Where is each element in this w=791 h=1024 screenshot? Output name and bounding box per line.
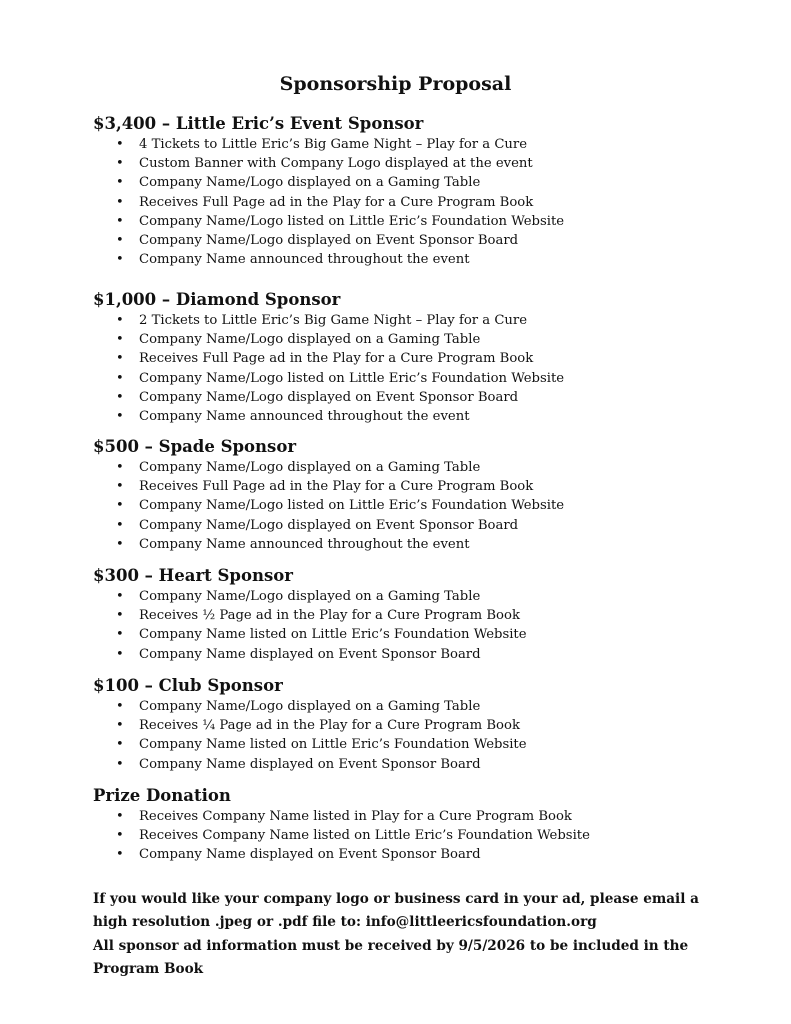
benefit-item	[93, 606, 733, 625]
benefit-text: Receives ½ Page ad in the Play for a Cure Program Book	[139, 608, 520, 624]
benefit-item	[93, 193, 733, 212]
benefit-text: Company Name/Logo displayed on Event Sponsor Board	[139, 232, 519, 248]
benefit-item	[93, 407, 733, 426]
benefit-item	[93, 807, 733, 826]
tier-heading: $3,400 – Little Eric’s Event Sponsor	[93, 114, 424, 133]
benefit-text: Receives Company Name listed in Play for a Cure Program Book	[139, 809, 572, 824]
benefit-list	[93, 807, 733, 865]
benefit-item	[93, 135, 733, 154]
benefit-text: Company Name/Logo listed on Little Eric’s Foundation Website	[139, 370, 565, 386]
bullet-icon: •	[116, 351, 124, 367]
bullet-icon: •	[116, 517, 124, 533]
bullet-icon: •	[116, 194, 124, 210]
tier-heading: $1,000 – Diamond Sponsor	[93, 290, 341, 309]
bullet-icon: •	[116, 756, 124, 772]
bullet-icon: •	[116, 847, 124, 863]
benefit-item	[93, 826, 733, 845]
benefit-item	[93, 697, 733, 716]
bullet-icon: •	[116, 498, 124, 514]
benefit-item	[93, 369, 733, 388]
document-title: Sponsorship Proposal	[279, 73, 512, 95]
bullet-icon: •	[116, 589, 124, 604]
benefit-text: Company Name announced throughout the event	[139, 252, 470, 268]
benefit-list	[93, 135, 733, 269]
bullet-icon: •	[116, 332, 124, 348]
benefit-text: Custom Banner with Company Logo displayed at the event	[139, 156, 533, 172]
benefit-text: Receives Full Page ad in the Play for a Cure Program Book	[139, 351, 534, 367]
benefit-item	[93, 516, 733, 535]
bullet-icon: •	[116, 627, 124, 643]
tier-heading: $300 – Heart Sponsor	[93, 566, 293, 585]
benefit-item	[93, 645, 733, 664]
benefit-item	[93, 755, 733, 774]
benefit-text: Company Name/Logo displayed on a Gaming Table	[139, 175, 481, 191]
benefit-item	[93, 231, 733, 250]
benefit-list	[93, 311, 733, 426]
bullet-icon: •	[116, 460, 124, 475]
benefit-text: Company Name listed on Little Eric’s Foundation Website	[139, 737, 527, 753]
benefit-item	[93, 154, 733, 173]
benefit-text: Company Name displayed on Event Sponsor Board	[139, 646, 481, 662]
bullet-icon: •	[116, 408, 124, 424]
benefit-item	[93, 625, 733, 644]
benefit-list	[93, 697, 733, 774]
benefit-text: Company Name/Logo displayed on a Gaming Table	[139, 332, 481, 348]
bullet-icon: •	[116, 137, 124, 152]
tier-diamond-sponsor	[93, 289, 733, 426]
bullet-icon: •	[116, 737, 124, 753]
benefit-text: Company Name displayed on Event Sponsor Board	[139, 756, 481, 772]
benefit-text: Company Name displayed on Event Sponsor Board	[139, 847, 481, 863]
benefit-item	[93, 212, 733, 231]
benefit-item	[93, 716, 733, 735]
bullet-icon: •	[116, 175, 124, 191]
bullet-icon: •	[116, 699, 124, 714]
benefit-text: Company Name announced throughout the event	[139, 536, 470, 552]
benefit-item	[93, 587, 733, 606]
bullet-icon: •	[116, 646, 124, 662]
benefit-item	[93, 496, 733, 515]
benefit-text: Company Name/Logo displayed on Event Sponsor Board	[139, 517, 519, 533]
benefit-item	[93, 311, 733, 330]
benefit-text: Receives ¼ Page ad in the Play for a Cure Program Book	[139, 718, 520, 734]
benefit-item	[93, 735, 733, 754]
tier-spade-sponsor	[93, 436, 733, 554]
bullet-icon: •	[116, 252, 124, 268]
benefit-text: 4 Tickets to Little Eric’s Big Game Night – Play for a Cure	[139, 137, 528, 152]
benefit-item	[93, 845, 733, 864]
bullet-icon: •	[116, 718, 124, 734]
tier-heading: $500 – Spade Sponsor	[93, 437, 297, 456]
tier-event-sponsor	[93, 113, 733, 269]
email-instructions: If you would like your company logo or business card in your ad, please email a high resolution .jpeg or .pdf file to: info@littleericsfoundation.org	[93, 891, 699, 931]
bullet-icon: •	[116, 213, 124, 229]
benefit-text: 2 Tickets to Little Eric’s Big Game Night – Play for a Cure	[139, 313, 528, 328]
benefit-item	[93, 388, 733, 407]
benefit-text: Company Name/Logo listed on Little Eric’s Foundation Website	[139, 498, 565, 514]
footer-note	[93, 888, 733, 981]
tier-heading: $100 – Club Sponsor	[93, 676, 283, 695]
bullet-icon: •	[116, 156, 124, 172]
benefit-text: Company Name/Logo displayed on a Gaming Table	[139, 699, 481, 714]
benefit-text: Company Name/Logo displayed on Event Sponsor Board	[139, 389, 519, 405]
benefit-item	[93, 250, 733, 269]
bullet-icon: •	[116, 608, 124, 624]
bullet-icon: •	[116, 828, 124, 844]
benefit-item	[93, 330, 733, 349]
benefit-item	[93, 477, 733, 496]
tier-heart-sponsor	[93, 565, 733, 664]
benefit-text: Receives Full Page ad in the Play for a Cure Program Book	[139, 479, 534, 495]
benefit-text: Company Name/Logo displayed on a Gaming Table	[139, 460, 481, 475]
benefit-text: Receives Full Page ad in the Play for a Cure Program Book	[139, 194, 534, 210]
tier-heading: Prize Donation	[93, 786, 231, 805]
prize-donation-section	[93, 785, 733, 865]
bullet-icon: •	[116, 479, 124, 495]
benefit-list	[93, 587, 733, 664]
benefit-text: Company Name announced throughout the event	[139, 408, 470, 424]
bullet-icon: •	[116, 313, 124, 328]
bullet-icon: •	[116, 809, 124, 824]
bullet-icon: •	[116, 389, 124, 405]
bullet-icon: •	[116, 232, 124, 248]
benefit-item	[93, 535, 733, 554]
benefit-text: Company Name/Logo listed on Little Eric’s Foundation Website	[139, 213, 565, 229]
benefit-text: Company Name listed on Little Eric’s Foundation Website	[139, 627, 527, 643]
tier-club-sponsor	[93, 675, 733, 774]
deadline-notice: All sponsor ad information must be received by 9/5/2026 to be included in the Program Book	[93, 937, 689, 977]
benefit-text: Company Name/Logo displayed on a Gaming Table	[139, 589, 481, 604]
bullet-icon: •	[116, 370, 124, 386]
benefit-list	[93, 458, 733, 554]
benefit-item	[93, 458, 733, 477]
benefit-text: Receives Company Name listed on Little Eric’s Foundation Website	[139, 828, 590, 844]
benefit-item	[93, 349, 733, 368]
bullet-icon: •	[116, 536, 124, 552]
benefit-item	[93, 173, 733, 192]
